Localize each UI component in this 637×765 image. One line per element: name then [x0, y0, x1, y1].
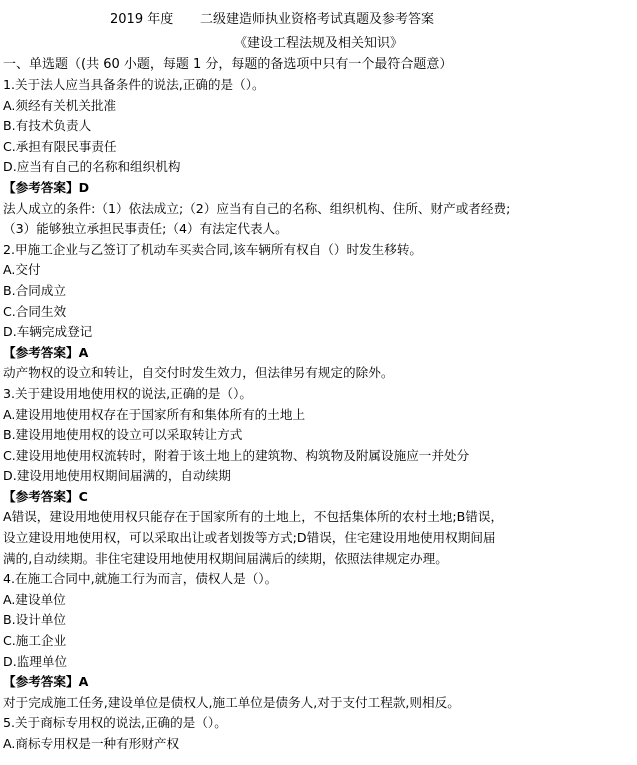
answer-option: D.车辆完成登记 [3, 324, 93, 340]
answer-option: B.有技术负责人 [3, 118, 92, 134]
answer-option: A.建设用地使用权存在于国家所有和集体所有的土地上 [3, 406, 306, 422]
answer-option: C.建设用地使用权流转时，附着于该土地上的建筑物、构筑物及附属设施应一并处分 [3, 447, 470, 463]
reference-answer: 【参考答案】C [3, 488, 88, 504]
exam-year: 2019 年度 [110, 12, 174, 27]
answer-option: B.建设用地使用权的设立可以采取转让方式 [3, 427, 243, 443]
question-text: 1.关于法人应当具备条件的说法,正确的是（）。 [3, 77, 265, 92]
answer-option: C.施工企业 [3, 633, 67, 649]
question-text: 2.甲施工企业与乙签订了机动车买卖合同,该车辆所有权自（）时发生移转。 [3, 241, 423, 257]
answer-option: C.承担有限民事责任 [3, 138, 117, 154]
section-heading: 一、单选题（(共 60 小题，每题 1 分，每题的备选项中只有一个最符合题意） [3, 57, 453, 72]
explanation-text: 设立建设用地使用权，可以采取出让或者划拨等方式;D错误，住宅建设用地使用权期间届 [3, 530, 496, 546]
answer-option: B.合同成立 [3, 282, 67, 298]
question-text: 4.在施工合同中,就施工行为而言，债权人是（）。 [3, 571, 278, 587]
question-text: 3.关于建设用地使用权的说法,正确的是（）。 [3, 385, 253, 401]
answer-option: B.设计单位 [3, 612, 67, 628]
document-title: 二级建造师执业资格考试真题及参考答案 [200, 12, 435, 27]
answer-option: D.建设用地使用权期间届满的，自动续期 [3, 468, 231, 484]
document-body [3, 75, 629, 755]
explanation-text: 法人成立的条件:（1）依法成立;（2）应当有自己的名称、组织机构、住所、财产或者经费; [3, 200, 511, 216]
answer-option: A.交付 [3, 262, 41, 278]
explanation-text: （3）能够独立承担民事责任;（4）有法定代表人。 [3, 221, 288, 237]
reference-answer: 【参考答案】D [3, 179, 90, 195]
question-text: 5.关于商标专用权的说法,正确的是（）。 [3, 715, 227, 731]
answer-option: A.商标专用权是一种有形财产权 [3, 736, 180, 751]
reference-answer: 【参考答案】A [3, 344, 89, 360]
answer-option: D.应当有自己的名称和组织机构 [3, 159, 181, 175]
explanation-text: 对于完成施工任务,建设单位是债权人,施工单位是债务人,对于支付工程款,则相反。 [3, 694, 460, 710]
reference-answer: 【参考答案】A [3, 674, 89, 690]
answer-option: A.须经有关机关批准 [3, 97, 117, 113]
answer-option: A.建设单位 [3, 591, 66, 607]
answer-option: C.合同生效 [3, 303, 67, 319]
document-subtitle: 《建设工程法规及相关知识》 [233, 36, 403, 51]
explanation-text: A错误，建设用地使用权只能存在于国家所有的土地上，不包括集体所的农村土地;B错误， [3, 509, 504, 525]
explanation-text: 满的,自动续期。非住宅建设用地使用权期间届满后的续期，依照法律规定办理。 [3, 550, 448, 566]
answer-option: D.监理单位 [3, 653, 68, 669]
document-header [0, 8, 637, 32]
explanation-text: 动产物权的设立和转让，自交付时发生效力，但法律另有规定的除外。 [3, 365, 394, 381]
